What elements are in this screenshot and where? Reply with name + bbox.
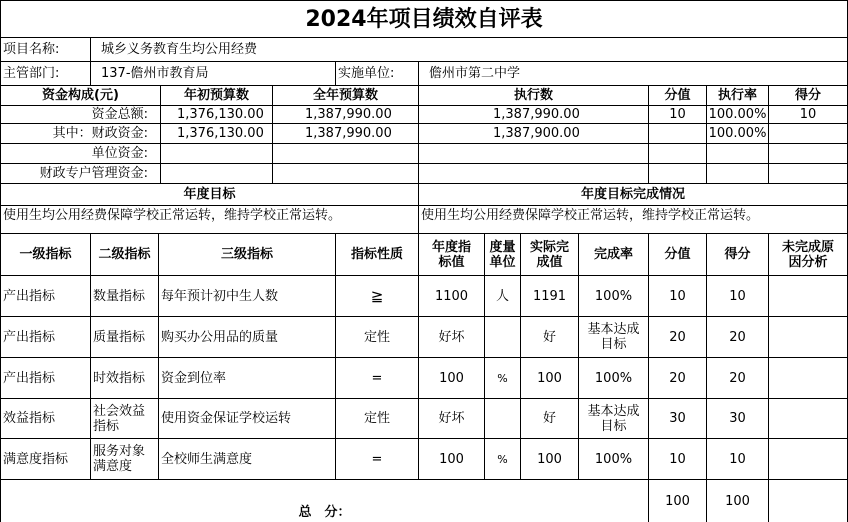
ind-row-rate-line1: 基本达成	[587, 403, 640, 419]
funds-row-special-executed	[418, 164, 648, 184]
funds-row-fiscal-executed: 1,387,900.00	[418, 124, 648, 144]
funds-row-fiscal-score	[768, 124, 848, 144]
ind-row-target: 好坏	[418, 317, 484, 358]
funds-row-unit-label: 单位资金:	[0, 144, 160, 164]
ind-row-rate	[578, 317, 648, 358]
goal-target-text: 使用生均公用经费保障学校正常运转，维持学校正常运转。	[0, 206, 418, 234]
ind-row-rate-line1: 100%	[594, 370, 633, 386]
ind-row-rate-line1: 100%	[594, 451, 633, 467]
ind-row-score: 30	[706, 399, 768, 439]
funds-row-total-initial: 1,376,130.00	[160, 106, 272, 124]
ind-row-target: 100	[418, 358, 484, 399]
ind-row-actual: 1191	[520, 276, 578, 317]
funds-header-executed: 执行数	[418, 86, 648, 106]
funds-row-special-score-value	[648, 164, 706, 184]
ind-row-level3: 使用资金保证学校运转	[158, 399, 335, 439]
ind-header-reason	[768, 234, 848, 276]
impl-label: 实施单位:	[335, 62, 418, 86]
ind-row-score-value: 30	[648, 399, 706, 439]
ind-row-unit: %	[484, 439, 520, 480]
dept-label: 主管部门:	[0, 62, 90, 86]
ind-row-level2	[90, 276, 158, 317]
sheet-title: 2024年项目绩效自评表	[0, 0, 848, 38]
ind-row-score: 20	[706, 358, 768, 399]
ind-row-rate	[578, 358, 648, 399]
funds-header-score-value: 分值	[648, 86, 706, 106]
ind-row-actual: 100	[520, 439, 578, 480]
ind-row-score-value: 10	[648, 276, 706, 317]
ind-row-reason	[768, 439, 848, 480]
ind-row-level2-line1: 服务对象	[93, 444, 146, 459]
ind-row-rate	[578, 276, 648, 317]
ind-row-target: 1100	[418, 276, 484, 317]
total-label: 总 分：	[0, 480, 648, 522]
funds-row-total-label: 资金总额:	[0, 106, 160, 124]
ind-header-level2: 二级指标	[90, 234, 158, 276]
ind-row-target: 好坏	[418, 399, 484, 439]
funds-row-special-label: 财政专户管理资金:	[0, 164, 160, 184]
ind-row-level2	[90, 317, 158, 358]
funds-row-unit-initial	[160, 144, 272, 164]
funds-header-score: 得分	[768, 86, 848, 106]
total-reason	[768, 480, 848, 522]
ind-row-unit: %	[484, 358, 520, 399]
ind-row-level3: 全校师生满意度	[158, 439, 335, 480]
ind-row-unit	[484, 399, 520, 439]
ind-row-rate-line2: 目标	[600, 337, 627, 352]
ind-header-unit-line1: 度量	[489, 239, 516, 255]
funds-header-annual: 全年预算数	[272, 86, 418, 106]
ind-row-nature: =	[335, 439, 418, 480]
total-score: 100	[706, 480, 768, 522]
ind-row-actual: 好	[520, 317, 578, 358]
ind-row-score: 10	[706, 439, 768, 480]
funds-row-special-initial	[160, 164, 272, 184]
impl-value: 儋州市第二中学	[418, 62, 848, 86]
funds-row-fiscal-annual: 1,387,990.00	[272, 124, 418, 144]
funds-row-unit-score	[768, 144, 848, 164]
ind-row-level3: 资金到位率	[158, 358, 335, 399]
funds-row-unit-score-value	[648, 144, 706, 164]
ind-row-level1: 产出指标	[0, 358, 90, 399]
funds-row-total-rate: 100.00%	[706, 106, 768, 124]
ind-header-level1: 一级指标	[0, 234, 90, 276]
ind-row-unit	[484, 317, 520, 358]
funds-row-total-executed: 1,387,990.00	[418, 106, 648, 124]
ind-header-actual-line1: 实际完	[529, 239, 569, 255]
ind-row-level2-line2: 满意度	[93, 459, 133, 474]
ind-row-nature: =	[335, 358, 418, 399]
ind-row-level2	[90, 399, 158, 439]
ind-row-level1: 产出指标	[0, 276, 90, 317]
ind-row-level2	[90, 358, 158, 399]
goal-completion-text: 使用生均公用经费保障学校正常运转，维持学校正常运转。	[418, 206, 848, 234]
funds-header-rate: 执行率	[706, 86, 768, 106]
ind-row-level2-line1: 数量指标	[93, 288, 146, 304]
ind-row-actual: 好	[520, 399, 578, 439]
funds-row-fiscal-score-value	[648, 124, 706, 144]
funds-row-fiscal-label: 其中：财政资金:	[0, 124, 160, 144]
ind-header-rate: 完成率	[578, 234, 648, 276]
funds-row-total-score-value: 10	[648, 106, 706, 124]
ind-row-actual: 100	[520, 358, 578, 399]
funds-row-fiscal-initial: 1,376,130.00	[160, 124, 272, 144]
ind-header-score-value: 分值	[648, 234, 706, 276]
total-score-value: 100	[648, 480, 706, 522]
project-name-label: 项目名称:	[0, 38, 90, 62]
ind-row-level1: 产出指标	[0, 317, 90, 358]
ind-row-level2	[90, 439, 158, 480]
ind-header-unit	[484, 234, 520, 276]
ind-row-rate	[578, 439, 648, 480]
ind-row-level2-line1: 社会效益	[93, 403, 146, 419]
goal-completion-header: 年度目标完成情况	[418, 184, 848, 206]
ind-header-unit-line2: 单位	[489, 254, 516, 270]
funds-row-fiscal-rate: 100.00%	[706, 124, 768, 144]
goal-target-header: 年度目标	[0, 184, 418, 206]
funds-row-unit-annual	[272, 144, 418, 164]
ind-row-score: 10	[706, 276, 768, 317]
funds-row-special-rate	[706, 164, 768, 184]
funds-row-total-score: 10	[768, 106, 848, 124]
ind-row-rate-line2: 目标	[600, 418, 627, 434]
ind-row-level1: 效益指标	[0, 399, 90, 439]
ind-header-nature: 指标性质	[335, 234, 418, 276]
ind-row-reason	[768, 276, 848, 317]
ind-row-level1: 满意度指标	[0, 439, 90, 480]
ind-row-rate-line1: 基本达成	[587, 322, 640, 337]
ind-header-level3: 三级指标	[158, 234, 335, 276]
ind-row-nature: 定性	[335, 317, 418, 358]
ind-header-reason-line1: 未完成原	[781, 239, 834, 255]
ind-row-level2-line2: 指标	[93, 418, 120, 434]
ind-row-nature: ≧	[335, 276, 418, 317]
funds-header-initial: 年初预算数	[160, 86, 272, 106]
ind-header-score: 得分	[706, 234, 768, 276]
ind-row-target: 100	[418, 439, 484, 480]
ind-row-nature: 定性	[335, 399, 418, 439]
ind-row-level2-line1: 时效指标	[93, 370, 146, 386]
funds-header-composition: 资金构成(元)	[0, 86, 160, 106]
ind-row-rate-line1: 100%	[594, 288, 633, 304]
ind-row-score: 20	[706, 317, 768, 358]
funds-row-unit-executed	[418, 144, 648, 164]
ind-row-score-value: 10	[648, 439, 706, 480]
ind-row-unit: 人	[484, 276, 520, 317]
funds-row-special-annual	[272, 164, 418, 184]
dept-value: 137-儋州市教育局	[90, 62, 335, 86]
ind-row-reason	[768, 358, 848, 399]
funds-row-total-annual: 1,387,990.00	[272, 106, 418, 124]
ind-row-level3: 购买办公用品的质量	[158, 317, 335, 358]
ind-header-reason-line2: 因分析	[788, 254, 828, 270]
ind-row-reason	[768, 317, 848, 358]
ind-row-reason	[768, 399, 848, 439]
ind-header-target-line1: 年度指	[431, 239, 471, 255]
ind-header-target-line2: 标值	[438, 254, 465, 270]
ind-header-actual-line2: 成值	[536, 254, 563, 270]
funds-row-special-score	[768, 164, 848, 184]
ind-header-actual	[520, 234, 578, 276]
funds-row-unit-rate	[706, 144, 768, 164]
ind-row-rate	[578, 399, 648, 439]
ind-header-target	[418, 234, 484, 276]
ind-row-level3: 每年预计初中生人数	[158, 276, 335, 317]
ind-row-level2-line1: 质量指标	[93, 329, 146, 345]
ind-row-score-value: 20	[648, 358, 706, 399]
ind-row-score-value: 20	[648, 317, 706, 358]
project-name-value: 城乡义务教育生均公用经费	[90, 38, 848, 62]
